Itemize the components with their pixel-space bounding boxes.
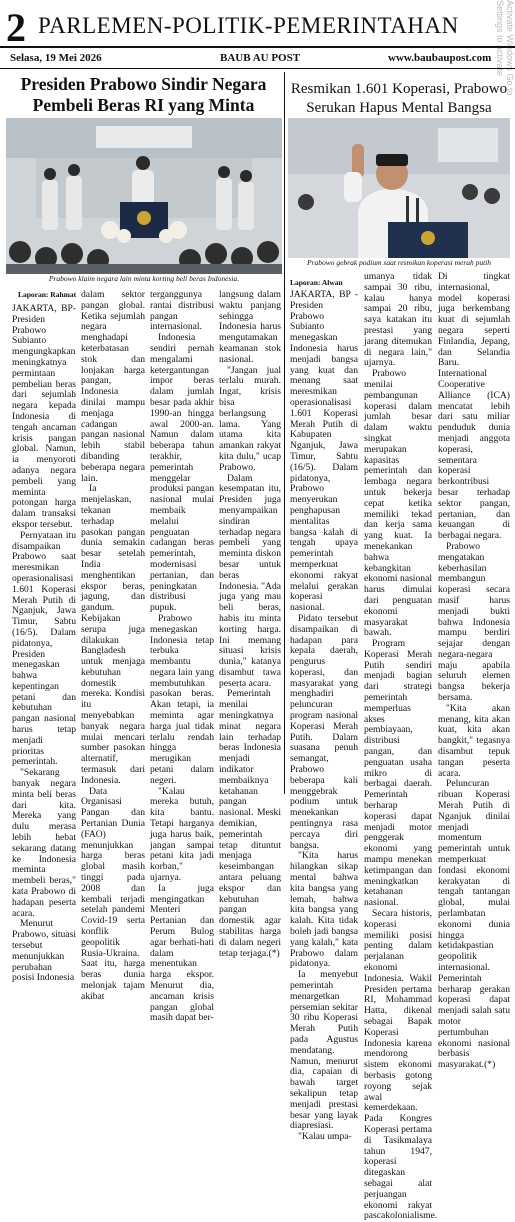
article-paragraph: JAKARTA, BP- Presiden Prabowo Subianto mengungkapkan meningkatnya permintaan pembelian beras dari sejumlah negara kepada Indonesia di tengah ancaman krisis pangan global. Namun, ia menyoroti adanya negara pembeli yang meminta potongan harga dalam transaksi ekspor tersebut. <box>12 303 76 530</box>
right-article-photo <box>288 118 510 258</box>
masthead-rule <box>0 46 515 48</box>
left-article-photo <box>6 118 282 274</box>
website-url: www.baubaupost.com <box>388 52 492 64</box>
right-article-column-3 <box>438 271 510 1071</box>
left-article-byline: Laporan: Rahmat <box>18 290 77 299</box>
article-paragraph: Indonesia sendiri pernah mengalami ketergantungan impor beras dalam jumlah besar pada akhir 1990-an hingga awal 2000-an. Namun dalam beberapa tahun terakhir, pemerintah menggelar produksi pangan nasional mulai membaik melalui penguatan cadangan beras pemerintah, modernisasi pertanian, dan peningkatan distribusi pupuk. <box>150 332 214 614</box>
section-masthead: PARLEMEN-POLITIK-PEMERINTAHAN <box>38 13 459 38</box>
left-article-column-1 <box>12 303 76 984</box>
article-paragraph: "Kita harus hilangkan sikap mental bahwa kita bangsa yang lemah, bahwa kita bangsa yang kalah. Kita tidak boleh jadi bangsa yang kalah," kata Prabowo dalam pidatonya. <box>290 850 358 970</box>
article-paragraph: "Sekarang banyak negara minta beli beras dari kita. Mereka yang dulu merasa lebih hebat sekarang datang ke Indonesia meminta membeli beras," kata Prabowo di hadapan peserta acara. <box>12 767 76 919</box>
article-paragraph: Ia menjelaskan, tekanan terhadap pasokan pangan dunia semakin besar setelah India menghentikan ekspor beras, jagung, dan gandum. Kebijakan serupa juga dilakukan Bangladesh untuk menjaga kebutuhan domestik mereka. Kondisi itu menyebabkan banyak negara mulai mencari sumber pasokan alternatif, termasuk dari Indonesia. <box>81 483 145 786</box>
right-photo-caption: Prabowo gebrak podium saat resmikan koperasi merah putih <box>306 258 492 267</box>
president-speech-photo <box>6 118 282 274</box>
article-paragraph: "Kalau umpa- <box>298 1131 352 1143</box>
article-paragraph: Dalam kesempatan itu, Presiden juga menyampaikan sindiran terhadap negara pembeli yang meminta diskon besar untuk beras Indonesia. "Ada juga yang mau beli beras, habis itu minta korting harga. Ini memang situasi krisis dunia," katanya disambut tawa peserta acara. <box>219 472 281 689</box>
article-paragraph: Program Koperasi Merah Putih sendiri menjadi bagian dari strategi pemerintah memperluas akses pembiayaan, distribusi pangan, dan penguatan usaha mikro di berbagai daerah. Pemerintah berharap koperasi dapat menjadi motor penggerak ekonomi yang mampu menekan ketimpangan dan meningkatkan ketahanan nasional. <box>364 638 432 909</box>
left-article-column-4 <box>219 289 281 959</box>
right-article-column-2 <box>364 271 438 1222</box>
left-article-column-3 <box>150 289 214 1024</box>
article-paragraph: Prabowo mengatakan keberhasilan membangun koperasi secara masif harus menjadi bukti bahwa Indonesia mampu berdiri sejajar dengan negara-negara maju apabila seluruh elemen bangsa bekerja bersama. <box>438 540 510 704</box>
left-article-headline: Presiden Prabowo Sindir Negara Pembeli Beras RI yang Minta <box>20 74 267 115</box>
article-paragraph: "Kalau mereka butuh, kita bantu. Tetapi harganya juga harus baik, jangan sampai petani kita jadi korban," ujarnya. <box>150 785 214 884</box>
left-article-column-2 <box>81 289 145 1002</box>
right-article-headline: Resmikan 1.601 Koperasi, Prabowo Serukan Hapus Mental Bangsa <box>290 81 508 116</box>
right-article-byline: Laporan: Alwan <box>290 278 343 287</box>
article-paragraph: umanya tidak sampai 30 ribu, kalau hanya sampai 20 ribu, saya katakan itu prestasi yang jarang ditemukan di negara lain," ujarnya. <box>364 271 432 369</box>
article-paragraph: Di tingkat internasional, model koperasi juga berkembang kuat di sejumlah negara seperti Finlandia, Jepang, dan Selandia Baru. International Cooperative Alliance (ICA) mencatat lebih dari satu miliar penduduk dunia menjadi anggota koperasi, sementara koperasi berkontribusi besar terhadap sektor pangan, pertanian, dan keuangan di berbagai negara. <box>438 271 510 542</box>
right-article-column-1 <box>290 289 358 1143</box>
article-paragraph: Pidato tersebut disampaikan di hadapan para kepala daerah, pengurus koperasi, dan masyarakat yang menghadiri peluncuran program nasional Koperasi Merah Putih. Dalam suasana penuh semangat, Prabowo beberapa kali menggebrak podium untuk menekankan pentingnya rasa percaya diri bangsa. <box>290 612 358 851</box>
article-paragraph: Pernyataan itu disampaikan Prabowo saat meresmikan operasionalisasi 1.601 Koperasi Merah Putih di Nganjuk, Jawa Timur, Sabtu (16/5). Dalam pidatonya, Presiden menegaskan bahwa kepentingan petani dan kebutuhan pangan nasional harus tetap menjadi prioritas pemerintah. <box>12 529 76 768</box>
article-paragraph: Prabowo menegaskan Indonesia tetap terbuka membantu negara lain yang membutuhkan pasokan beras. Akan tetapi, ia meminta agar harga jual tidak terlalu rendah hingga merugikan petani dalam negeri. <box>150 612 214 786</box>
article-paragraph: Peluncuran ribuan Koperasi Merah Putih di Nganjuk dinilai menjadi momentum pemerintah untuk memperkuat fondasi ekonomi kerakyatan di tengah tantangan global, mulai perlambatan ekonomi dunia hingga ketidakpastian geopolitik internasional. Pemerintah berharap gerakan koperasi dapat menjadi salah satu motor pertumbuhan ekonomi nasional berbasis masyarakat.(*) <box>438 778 510 1071</box>
article-paragraph: Pemerintah menilai meningkatnya minat negara lain terhadap beras Indonesia menjadi indikator membaiknya ketahanan pangan nasional. Meski demikian, pemerintah tetap dituntut menjaga keseimbangan antara peluang ekspor dan kebutuhan pangan domestik agar stabilitas harga di dalam negeri tetap terjaga.(*) <box>219 688 281 959</box>
activate-windows-watermark: Activate Windows Go to Settings to activate <box>495 0 515 96</box>
issue-date: Selasa, 19 Mei 2026 <box>10 52 102 64</box>
article-paragraph: Prabowo menilai pembangunan koperasi dalam jumlah besar dalam waktu singkat merupakan kapasitas pemerintah dan lembaga negara untuk bekerja cepat ketika memiliki tekad dan kerja sama yang kuat. Ia menekankan bahwa kebangkitan ekonomi nasional harus dimulai dari penguatan ekonomi masyarakat bawah. <box>364 368 432 639</box>
article-paragraph: langsung dalam waktu panjang sehingga Indonesia harus mengutamakan keamanan stok nasional. <box>219 289 281 365</box>
article-paragraph: JAKARTA, BP - Presiden Prabowo Subianto menegaskan Indonesia harus menjadi bangsa yang kuat dan menang saat meresmikan operasionalisasi 1.601 Koperasi Merah Putih di Kabupaten Nganjuk, Jawa Timur, Sabtu (16/5). Dalam pidatonya, Prabowo menyerukan penghapusan mentalitas bangsa kalah di tengah upaya pemerintah memperkuat ekonomi rakyat melalui gerakan koperasi nasional. <box>290 289 358 614</box>
info-bar-rule <box>0 68 515 69</box>
article-paragraph: dalam sektor pangan global. Ketika sejumlah negara menghadapi keterbatasan stok dan lonjakan harga pangan, Indonesia dinilai mampu menjaga cadangan pangan nasional lebih stabil dibanding beberapa negara lain. <box>81 289 145 484</box>
article-paragraph: Menurut Prabowo, situasi tersebut menunjukkan perubahan posisi Indonesia <box>12 918 76 984</box>
article-paragraph: terganggunya rantai distribusi pangan internasional. <box>150 289 214 333</box>
article-paragraph: "Jangan jual terlalu murah. Ingat, krisis bisa berlangsung lama. Yang utama kita amankan rakyat kita dulu," ucap Prabowo. <box>219 364 281 473</box>
article-paragraph: Ia menyebut pemerintah menargetkan persemian sekitar 30 ribu Koperasi Merah Putih pada Agustus mendatang. Namun, menurut dia, capaian di bawah target sekalipun tetap menjadi prestasi besar yang layak diapresiasi. <box>290 969 358 1132</box>
article-paragraph: Data Organisasi Pangan dan Pertanian Dunia (FAO) menunjukkan harga beras global masih tinggi pada 2008 dan kembali terjadi setelah pandemi Covid-19 serta konflik geopolitik Rusia-Ukraina. Saat itu, harga beras dunia melonjak tajam akibat <box>81 785 145 1002</box>
page-number: 2 <box>6 5 26 50</box>
left-photo-caption: Prabowo klaim negara lain minta korting beli beras Indonesia. <box>48 274 240 283</box>
article-paragraph: Secara historis, koperasi memiliki posisi penting dalam perjalanan ekonomi Indonesia. Wakil Presiden pertama RI, Mohammad Hatta, dikenal sebagai Bapak Koperasi Indonesia karena mendorong sistem ekonomi berbasis gotong royong sejak awal kemerdekaan. Pada Kongres Koperasi pertama di Tasikmalaya tahun 1947, koperasi ditegaskan sebagai alat perjuangan ekonomi rakyat pascakolonialisme. <box>364 908 438 1222</box>
president-podium-photo <box>288 118 510 258</box>
article-paragraph: Ia juga mengingatkan Menteri Pertanian dan Perum Bulog agar berhati-hati dalam menentukan harga ekspor. Menurut dia, ancaman krisis pangan global masih dapat ber- <box>150 882 214 1024</box>
article-divider <box>284 72 285 794</box>
publication-name: BAUB AU POST <box>220 52 301 64</box>
article-paragraph: "Kita akan menang, kita akan kuat, kita akan bangkit," tegasnya disambut tepuk tangan peserta acara. <box>438 702 510 779</box>
